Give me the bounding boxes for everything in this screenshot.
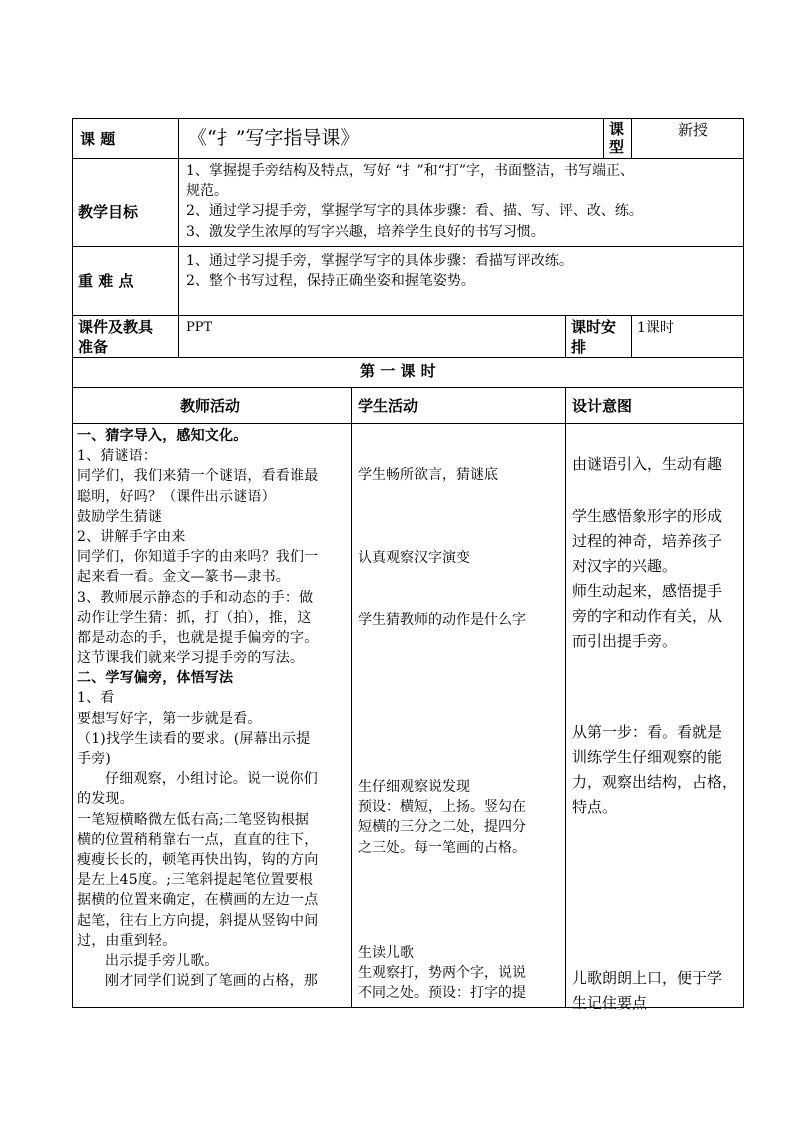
- student-block-3: [358, 610, 526, 630]
- teacher-activity-line: 起笔，往右上方向提，斜提从竖钩中间: [77, 912, 319, 929]
- design-intention-line: 儿歌朗朗上口，便于学: [572, 969, 723, 987]
- student-activity-line: 生仔细观察说发现: [358, 779, 470, 795]
- student-block-1: [358, 465, 498, 485]
- design-block-2: [572, 504, 722, 654]
- design-intention-line: 师生动起来，感悟提手: [572, 582, 723, 600]
- design-intention-line: 旁的字和动作有关，从: [572, 607, 723, 625]
- design-block-3: [572, 720, 737, 820]
- goals-content: [186, 161, 643, 242]
- student-activity-line: 认真观察汉字演变: [358, 550, 470, 566]
- design-intention-line: 过程的神奇，培养孩子: [572, 532, 723, 550]
- student-activity-line: 预设：横短，上扬。竖勾在: [358, 799, 526, 816]
- teacher-activity-column: [77, 426, 349, 991]
- teacher-activity-line: 同学们，我们来猜一个谜语，看看谁最: [77, 468, 319, 485]
- materials-label: 课件及教具 准备: [78, 318, 154, 356]
- teacher-activity-line: 1、猜谜语：: [77, 448, 158, 465]
- design-intention-line: 学生感悟象形字的形成: [572, 507, 723, 525]
- design-intention-line: 而引出提手旁。: [572, 632, 678, 650]
- student-activity-line: 不同之处。预设：打字的提: [358, 985, 526, 1002]
- teacher-activity-line: 一笔短横略微左低右高;二笔竖钩根据: [77, 811, 310, 828]
- student-activity-line: 生读儿歌: [358, 945, 414, 961]
- type-value: 新授: [678, 121, 709, 139]
- teacher-activity-line: 一、猜字导入，感知文化。: [77, 428, 248, 444]
- difficulties-line: 2、整个书写过程，保持正确坐姿和握笔姿势。: [186, 273, 475, 290]
- schedule-label: 课时安 排: [571, 318, 617, 356]
- lesson-title: 第 一 课 时: [360, 362, 436, 380]
- column-header-student: 学生活动: [358, 397, 419, 415]
- student-activity-line: 学生畅所欲言，猜谜底: [358, 467, 498, 483]
- topic-title: 《“扌”写字指导课》: [188, 127, 360, 149]
- student-block-5: [358, 943, 526, 1004]
- teacher-activity-line: 鼓励学生猜谜: [77, 508, 163, 525]
- teacher-activity-line: 3、教师展示静态的手和动态的手：做: [77, 589, 314, 606]
- teacher-activity-line: 都是动态的手，也就是提手偏旁的字。: [77, 629, 319, 646]
- goals-line: 1、掌握提手旁结构及特点，写好 “扌”和“打”字，书面整洁，书写端正、: [186, 163, 634, 179]
- design-intention-line: 对汉字的兴趣。: [572, 557, 678, 575]
- teacher-activity-line: 聪明，好吗？（课件出示谜语）: [77, 488, 276, 505]
- design-intention-line: 训练学生仔细观察的能: [572, 748, 723, 766]
- teacher-activity-line: 的发现。: [77, 791, 134, 808]
- goals-line: 2、通过学习提手旁，掌握学写字的具体步骤：看、描、写、评、改、练。: [186, 203, 643, 220]
- teacher-activity-line: 同学们，你知道手字的由来吗？我们一: [77, 549, 319, 566]
- goals-label: 教学目标: [78, 203, 139, 221]
- design-intention-line: 特点。: [572, 798, 618, 816]
- design-intention-line: 从第一步：看。看就是: [572, 723, 723, 741]
- student-block-2: [358, 548, 470, 568]
- student-block-4: [358, 777, 526, 858]
- difficulties-line: 1、通过学习提手旁，掌握学写字的具体步骤：看描写评改练。: [186, 253, 573, 269]
- goals-line: 3、激发学生浓厚的写字兴趣，培养学生良好的书写习惯。: [186, 223, 545, 240]
- teacher-activity-line: 要想写好字，第一步就是看。: [77, 710, 262, 727]
- topic-label: 课 题: [80, 130, 116, 148]
- column-header-design: 设计意图: [572, 397, 633, 415]
- teacher-activity-line: 仔细观察，小组讨论。说一说你们: [105, 771, 318, 788]
- student-activity-line: 短横的三分之二处，提四分: [358, 819, 526, 836]
- teacher-activity-line: 是左上45度。;三笔斜提起笔位置要根: [77, 872, 314, 889]
- teacher-activity-line: 瘦瘦长长的，顿笔再快出钩，钩的方向: [77, 851, 319, 868]
- teacher-activity-line: 出示提手旁儿歌。: [105, 952, 219, 969]
- schedule-value: 1课时: [637, 320, 674, 336]
- teacher-activity-line: 手旁): [77, 751, 112, 767]
- design-intention-line: 由谜语引入，生动有趣: [572, 455, 723, 473]
- difficulties-content: [186, 251, 573, 291]
- student-activity-line: 之三处。每一笔画的占格。: [358, 839, 526, 856]
- teacher-activity-line: 过，由重到轻。: [77, 932, 177, 949]
- type-label: 课型: [609, 120, 625, 156]
- design-block-1: [572, 452, 722, 477]
- teacher-activity-line: 2、讲解手字由来: [77, 528, 186, 545]
- difficulties-label: 重 难 点: [78, 272, 134, 290]
- teacher-activity-line: 刚才同学们说到了笔画的占格，那: [105, 973, 318, 990]
- materials-value: PPT: [186, 320, 213, 335]
- teacher-activity-line: 起来看一看。金文—篆书—隶书。: [77, 569, 290, 586]
- teacher-activity-line: （1)找学生读看的要求。(屏幕出示提: [77, 730, 311, 747]
- column-header-teacher: 教师活动: [180, 397, 241, 415]
- teacher-activity-line: 动作让学生猜：抓，打（拍），推，这: [77, 609, 312, 626]
- teacher-activity-line: 据横的位置来确定，在横画的左边一点: [77, 892, 319, 909]
- teacher-activity-line: 这节课我们就来学习提手旁的写法。: [77, 650, 305, 667]
- design-intention-line: 生记住要点: [572, 994, 648, 1012]
- design-block-4: [572, 966, 722, 1016]
- teacher-activity-line: 横的位置稍稍靠右一点，直直的往下，: [77, 831, 319, 848]
- student-activity-line: 生观察打，势两个字，说说: [358, 965, 526, 982]
- teacher-activity-line: 二、学写偏旁，体悟写法: [77, 670, 234, 687]
- design-intention-line: 力，观察出结构，占格，: [572, 773, 738, 791]
- student-activity-line: 学生猜教师的动作是什么字: [358, 612, 526, 628]
- teacher-activity-line: 1、看: [77, 690, 115, 707]
- goals-line: 规范。: [186, 183, 228, 200]
